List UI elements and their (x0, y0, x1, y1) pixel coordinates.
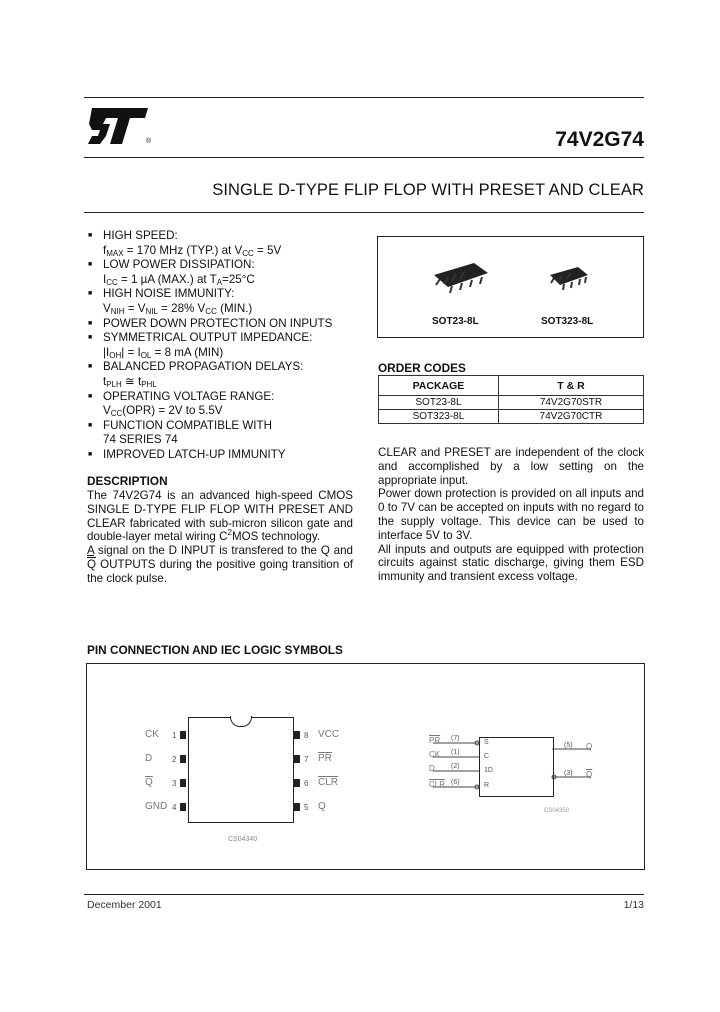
table-row (379, 410, 644, 424)
description-right (378, 446, 644, 584)
description-para-4: Power down protection is provided on all inputs and 0 to 7V can be accepted on inputs with no regard to the supply voltage. This device can be used to interface 5V to 3V. (378, 487, 644, 542)
pin-label-gnd: GND (145, 801, 168, 812)
pin-label-q: Q (318, 801, 326, 812)
logic-output-pin: (3) (564, 770, 573, 777)
pin-label-pr: $\overline{PR}$ (318, 753, 332, 764)
logic-pin-number: (1) (451, 749, 460, 756)
description-para-1: The 74V2G74 is an advanced high-speed CMOS SINGLE D-TYPE FLIP FLOP WITH PRESET AND CLEAR fabricated with sub-micron silicon gate and double-layer metal wiring $C^2MOS$ technology. (87, 489, 353, 544)
feature-item: ■ FUNCTION COMPATIBLE WITH 74 SERIES 74 (88, 418, 272, 447)
logic-figure-code: CS04350 (544, 808, 570, 814)
registered-mark: ® (146, 138, 152, 145)
order-codes-table (378, 375, 644, 424)
feature-item: ■ LOW POWER DISSIPATION: $I_{CC} = 1$ µA (MAX.) at $T_A=25^\circ C$ (88, 258, 255, 287)
logic-input-d: D (429, 764, 435, 773)
pin-number: 5 (304, 803, 309, 812)
logic-input-clr: $\overline{CLR}$ (429, 780, 446, 789)
st-logo (86, 106, 152, 153)
header-rule (84, 157, 644, 158)
feature-item: ■ HIGH NOISE IMMUNITY: $V_{NIH} = V_{NIL} = 28\%$ $V_{CC}$ (MIN.) (88, 287, 253, 316)
description-para-5: All inputs and outputs are equipped with protection circuits against static discharge, giving them ESD immunity and transient excess voltage. (378, 542, 644, 584)
page-title: SINGLE D-TYPE FLIP FLOP WITH PRESET AND CLEAR (212, 181, 644, 199)
table-cell: SOT23-8L (379, 396, 499, 410)
table-cell: 74V2G70CTR (498, 410, 643, 424)
title-rule (84, 212, 644, 213)
logic-output-pin: (5) (564, 742, 573, 749)
feature-item: ■ IMPROVED LATCH-UP IMMUNITY (88, 447, 286, 461)
pin-number: 1 (172, 731, 177, 740)
pin-label-vcc: VCC (318, 729, 340, 740)
logic-internal-label: S (484, 739, 489, 746)
pin-number: 2 (172, 755, 177, 764)
logic-internal-label: R (484, 782, 490, 789)
description-left (87, 489, 353, 586)
order-codes-heading: ORDER CODES (378, 361, 466, 375)
package-box (377, 236, 644, 338)
description-para-2: A signal on the D INPUT is transfered to the Q and $\overline{Q}$ OUTPUTS during the positive going transition of the clock pulse. (87, 544, 353, 585)
sot323-package-image (544, 261, 594, 295)
pin-number: 6 (304, 779, 309, 788)
pin-number: 7 (304, 755, 309, 764)
logic-pin-number: (7) (451, 735, 460, 742)
pin-section-heading: PIN CONNECTION AND IEC LOGIC SYMBOLS (87, 643, 343, 657)
feature-item: ■ SYMMETRICAL OUTPUT IMPEDANCE: $|I_{OH}| = I_{OL} = 8$ mA (MIN) (88, 331, 313, 360)
pin-number: 3 (172, 779, 177, 788)
package-label-sot23: SOT23-8L (432, 316, 479, 327)
logic-output-q-bar: $\overline{Q}$ (586, 770, 593, 779)
footer-rule (84, 894, 644, 895)
logic-pin-number: (2) (451, 763, 460, 770)
logic-internal-label: 1D (484, 767, 493, 774)
feature-list (88, 229, 358, 463)
ic-body (188, 717, 294, 823)
pin-number: 4 (172, 803, 177, 812)
sot23-package-image (426, 257, 496, 297)
description-para-3: CLEAR and PRESET are independent of the clock and accomplished by a low setting on the appropriate input. (378, 446, 644, 487)
pin-label-clr: $\overline{CLR}$ (318, 777, 339, 788)
table-cell: 74V2G70STR (498, 396, 643, 410)
package-label-sot323: SOT323-8L (541, 316, 594, 327)
table-header-row (379, 376, 644, 396)
top-rule (84, 97, 644, 98)
table-cell: SOT323-8L (379, 410, 499, 424)
table-row (379, 396, 644, 410)
feature-item: ■ BALANCED PROPAGATION DELAYS: $t_{PLH}$ ≅ $t_{PHL}$ (88, 360, 304, 389)
column-header: T & R (498, 376, 643, 396)
footer-page-number: 1/13 (623, 899, 644, 911)
feature-item: ■ OPERATING VOLTAGE RANGE: $V_{CC}(OPR) = 2V$ to 5.5V (88, 389, 275, 419)
pin-label-ck: CK (145, 729, 159, 740)
feature-item: ■ POWER DOWN PROTECTION ON INPUTS (88, 316, 333, 330)
part-number: 74V2G74 (555, 128, 644, 151)
feature-item: ■ HIGH SPEED: $f_{MAX} = 170$ MHz (TYP.) at $V_{CC} = 5V$ (88, 229, 282, 258)
logic-output-q: Q (586, 742, 593, 751)
logic-input-ck: CK (429, 750, 441, 759)
logic-pin-number: (6) (451, 779, 460, 786)
logic-input-pr: $\overline{PR}$ (429, 736, 441, 745)
column-header: PACKAGE (379, 376, 499, 396)
pin-number: 8 (304, 731, 309, 740)
description-heading: DESCRIPTION (87, 474, 168, 488)
footer-date: December 2001 (87, 899, 162, 911)
ic-figure-code: CS04340 (228, 836, 258, 843)
pin-label-d: D (145, 753, 153, 764)
logic-internal-label: C (484, 753, 490, 760)
pin-label-q-bar: $\overline{Q}$ (145, 777, 153, 788)
